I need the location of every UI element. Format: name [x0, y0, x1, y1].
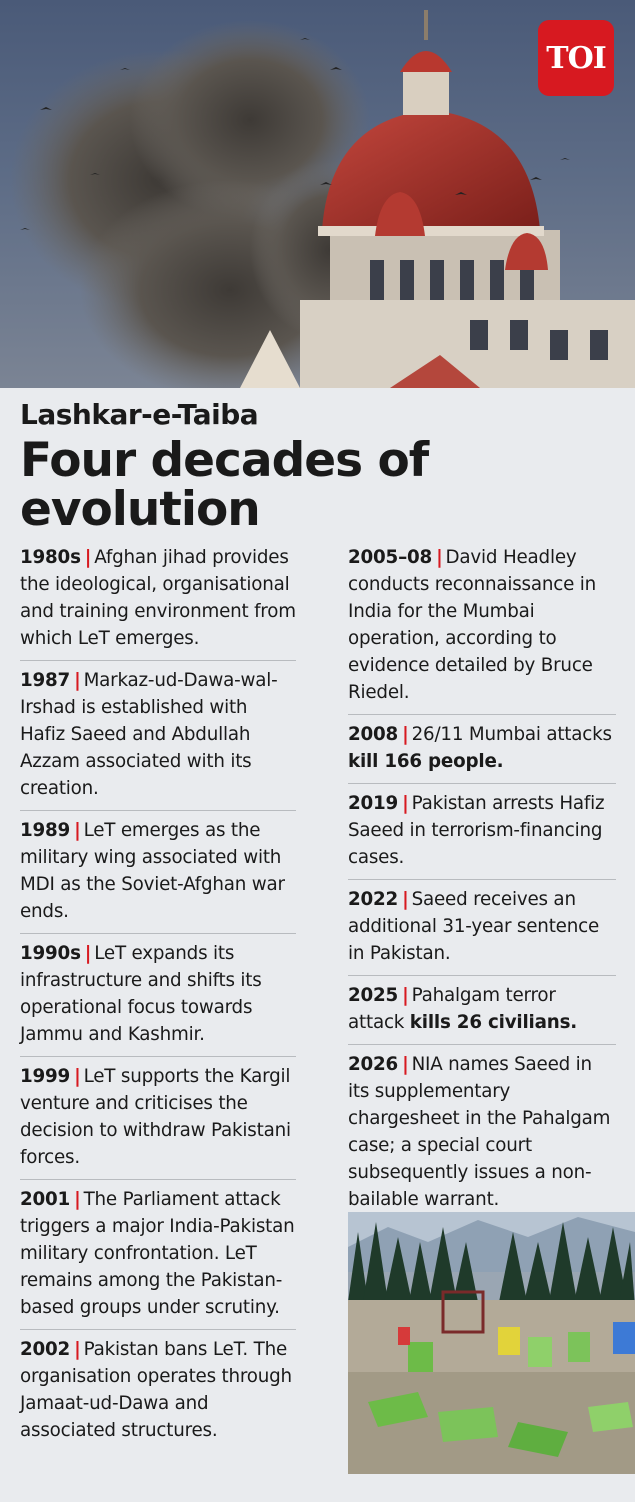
timeline-right-column: [348, 543, 616, 1226]
pahalgam-photo: [348, 1212, 635, 1474]
meadow-illustration: [348, 1212, 635, 1474]
timeline-year: 1980s: [20, 547, 81, 568]
timeline-year: 2001: [20, 1189, 71, 1210]
timeline-year: 2025: [348, 985, 399, 1006]
timeline-entry: [20, 1185, 296, 1330]
page-title: [20, 433, 635, 537]
separator-bar-icon: |: [74, 1339, 81, 1360]
separator-bar-icon: |: [84, 547, 92, 568]
timeline-entry: [348, 720, 616, 784]
separator-bar-icon: |: [402, 1054, 409, 1075]
timeline-entry: [348, 543, 616, 715]
timeline-year: 2022: [348, 889, 399, 910]
timeline-text: Pakistan arrests Hafiz Saeed in terrorism-financing cases.: [348, 793, 605, 868]
separator-bar-icon: |: [402, 985, 409, 1006]
timeline-year: 2005–08: [348, 547, 433, 568]
timeline-text: Saeed receives an additional 31-year sentence in Pakistan.: [348, 889, 599, 964]
kicker: Lashkar-e-Taiba: [20, 398, 259, 431]
timeline-entry: [348, 885, 616, 976]
timeline-year: 1999: [20, 1066, 71, 1087]
timeline-year: 2019: [348, 793, 399, 814]
timeline-text: Markaz-ud-Dawa-wal-Irshad is established with Hafiz Saeed and Abdullah Azzam associated with its creation.: [20, 670, 278, 799]
timeline-text: LeT emerges as the military wing associated with MDI as the Soviet-Afghan war ends.: [20, 820, 285, 922]
timeline-year: 1989: [20, 820, 71, 841]
timeline-year: 2026: [348, 1054, 399, 1075]
timeline-entry: [20, 1062, 296, 1180]
toi-logo-text: TOI: [546, 40, 606, 76]
timeline-text: NIA names Saeed in its supplementary chargesheet in the Pahalgam case; a special court subsequently issues a non-bailable warrant.: [348, 1054, 611, 1210]
timeline-text: The Parliament attack triggers a major India-Pakistan military confrontation. LeT remains among the Pakistan-based groups under scrutiny.: [20, 1189, 295, 1318]
toi-logo: [538, 20, 614, 96]
timeline-entry: [20, 816, 296, 934]
timeline-emphasis: kills 26 civilians.: [409, 1012, 577, 1033]
separator-bar-icon: |: [74, 1189, 81, 1210]
separator-bar-icon: |: [74, 1066, 81, 1087]
timeline-emphasis: kill 166 people.: [348, 751, 504, 772]
page-title-text: Four decades of evolution: [20, 433, 429, 537]
timeline-text: Pakistan bans LeT. The organisation operates through Jamaat-ud-Dawa and associated structures.: [20, 1339, 292, 1441]
separator-bar-icon: |: [74, 820, 81, 841]
timeline-text: David Headley conducts reconnaissance in India for the Mumbai operation, according to evidence detailed by Bruce Riedel.: [348, 547, 597, 703]
timeline-text: Afghan jihad provides the ideological, organisational and training environment from which LeT emerges.: [20, 547, 296, 649]
timeline-left-column: [20, 543, 296, 1457]
timeline-entry: [348, 789, 616, 880]
timeline-year: 1990s: [20, 943, 81, 964]
timeline-entry: [348, 981, 616, 1045]
timeline-year: 2008: [348, 724, 399, 745]
timeline-entry: [348, 1050, 616, 1221]
timeline-entry: [20, 939, 296, 1057]
timeline-text: 26/11 Mumbai attacks: [411, 724, 612, 745]
timeline-entry: [20, 666, 296, 811]
timeline-text: LeT expands its infrastructure and shifts its operational focus towards Jammu and Kashmir.: [20, 943, 262, 1045]
separator-bar-icon: |: [402, 889, 409, 910]
separator-bar-icon: |: [402, 793, 409, 814]
timeline-entry: [20, 543, 296, 661]
timeline-year: 2002: [20, 1339, 71, 1360]
hero-photo: [0, 0, 635, 388]
timeline-text: Pahalgam terror attack: [348, 985, 556, 1033]
separator-bar-icon: |: [84, 943, 92, 964]
separator-bar-icon: |: [402, 724, 409, 745]
timeline-text: LeT supports the Kargil venture and criticises the decision to withdraw Pakistani forces.: [20, 1066, 291, 1168]
separator-bar-icon: |: [436, 547, 443, 568]
timeline-year: 1987: [20, 670, 71, 691]
timeline-entry: [20, 1335, 296, 1452]
separator-bar-icon: |: [74, 670, 81, 691]
